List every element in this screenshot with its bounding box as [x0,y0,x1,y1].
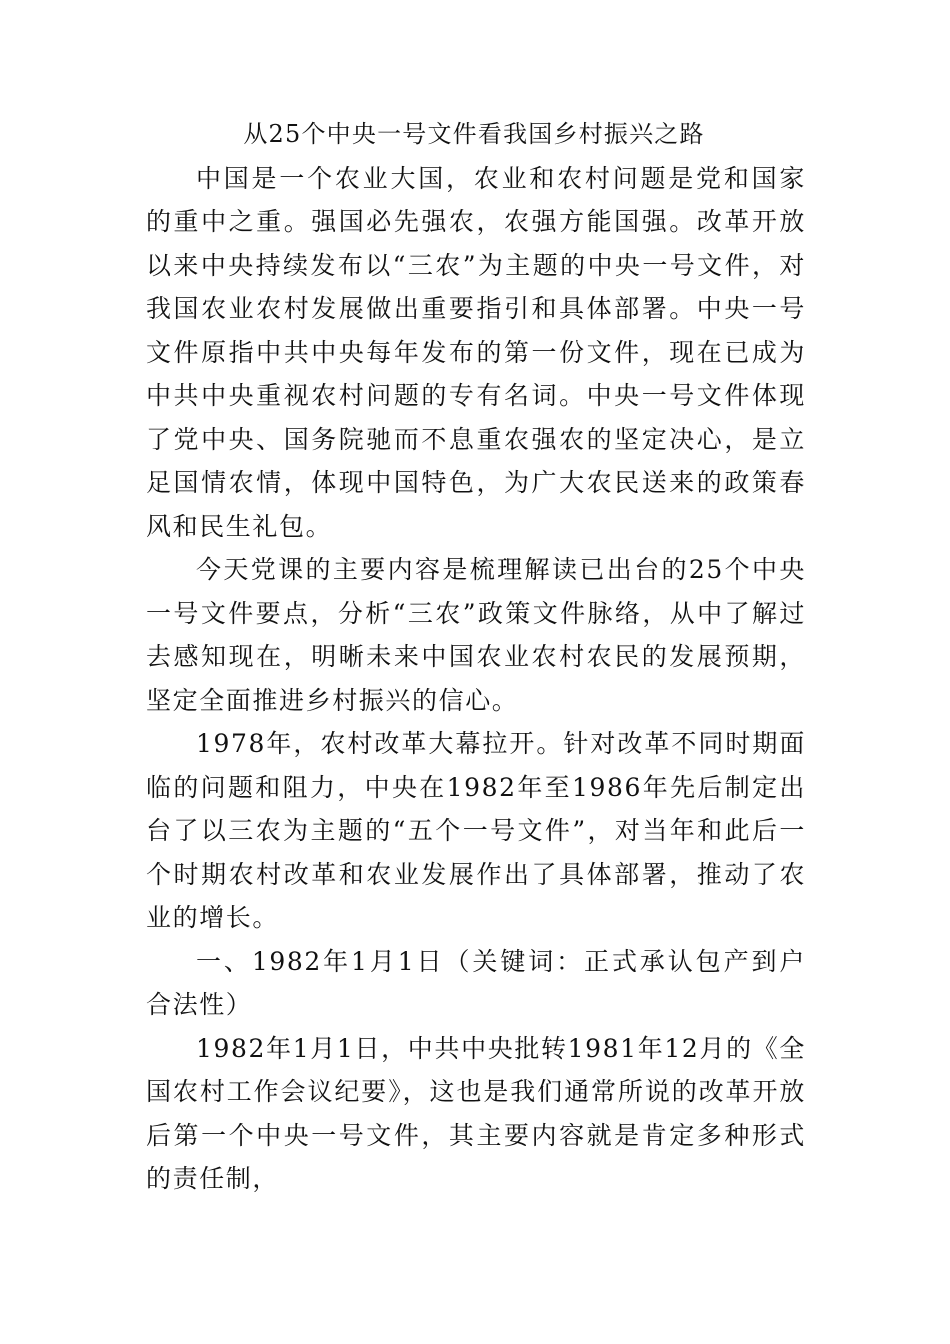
paragraph-reform-1978: 1978年，农村改革大幕拉开。针对改革不同时期面临的问题和阻力，中央在1982年至1986年先后制定出台了以三农为主题的“五个一号文件”，对当年和此后一个时期农村改革和农业发展作出了具体部署，推动了农业的增长。 [146,729,806,932]
paragraph-lesson-purpose: 今天党课的主要内容是梳理解读已出台的25个中央一号文件要点，分析“三农”政策文件脉络，从中了解过去感知现在，明晰未来中国农业农村农民的发展预期，坚定全面推进乡村振兴的信心。 [146,555,806,715]
document-body [146,113,806,1201]
paragraph-1982-document: 1982年1月1日，中共中央批转1981年12月的《全国农村工作会议纪要》，这也是我们通常所说的改革开放后第一个中央一号文件，其主要内容就是肯定多种形式的责任制， [146,1033,806,1193]
document-title: 从25个中央一号文件看我国乡村振兴之路 [243,120,705,148]
section-heading-1982: 一、1982年1月1日（关键词：正式承认包产到户合法性） [146,946,806,1019]
paragraph-intro: 中国是一个农业大国，农业和农村问题是党和国家的重中之重。强国必先强农，农强方能国强。改革开放以来中央持续发布以“三农”为主题的中央一号文件，对我国农业农村发展做出重要指引和具体部署。中央一号文件原指中共中央每年发布的第一份文件，现在已成为中共中央重视农村问题的专有名词。中央一号文件体现了党中央、国务院驰而不息重农强农的坚定决心，是立足国情农情，体现中国特色，为广大农民送来的政策春风和民生礼包。 [146,163,806,541]
